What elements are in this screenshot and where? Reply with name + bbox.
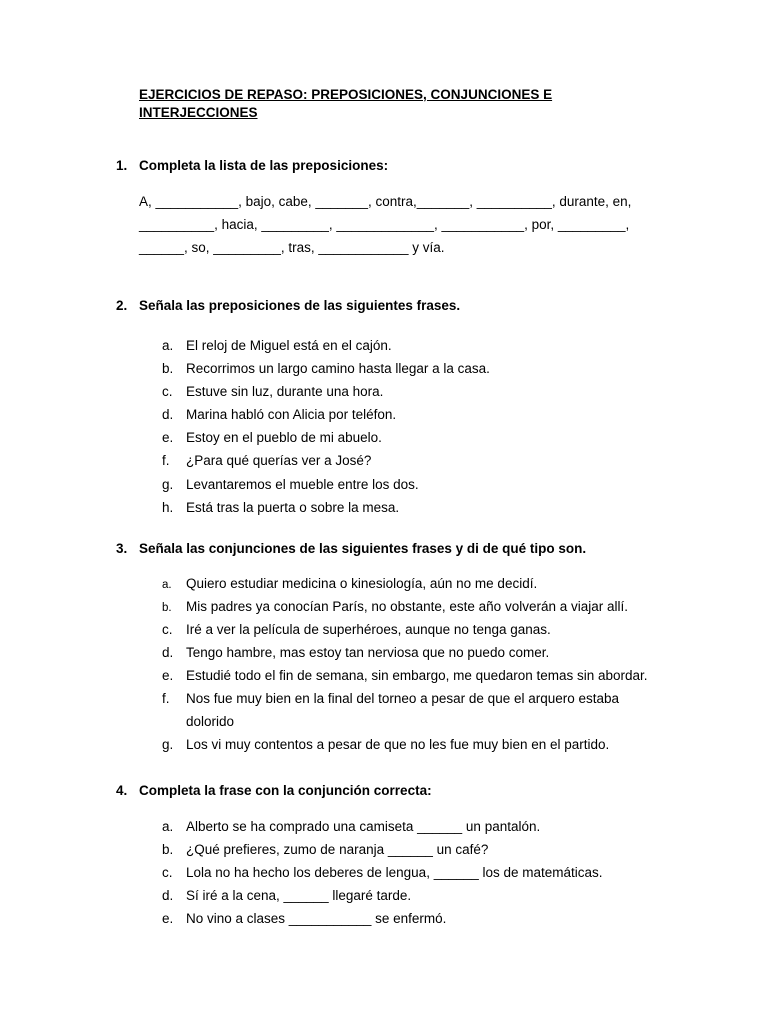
item-text: Marina habló con Alicia por teléfon. bbox=[186, 407, 397, 422]
item-text: Levantaremos el mueble entre los dos. bbox=[186, 477, 419, 492]
list-item bbox=[162, 429, 382, 447]
section-number: 1. bbox=[116, 158, 128, 173]
list-item bbox=[162, 841, 488, 859]
page-title: EJERCICIOS DE REPASO: PREPOSICIONES, CONJUNCIONES E INTERJECCIONES bbox=[139, 87, 553, 120]
list-item bbox=[162, 887, 411, 905]
fill-line: A, ___________, bajo, cabe, _______, contra,_______, __________, durante, en, bbox=[139, 194, 632, 209]
item-text: Nos fue muy bien en la final del torneo a pesar de que el arquero estaba bbox=[186, 691, 620, 706]
fill-line: ______, so, _________, tras, ____________ y vía. bbox=[139, 240, 445, 256]
item-text: Estoy en el pueblo de mi abuelo. bbox=[186, 430, 382, 445]
item-text: Está tras la puerta o sobre la mesa. bbox=[186, 500, 400, 515]
item-letter: e. bbox=[162, 668, 174, 683]
item-letter: c. bbox=[162, 622, 173, 637]
item-text: Los vi muy contentos a pesar de que no les fue muy bien en el partido. bbox=[186, 737, 610, 752]
list-item bbox=[162, 910, 446, 928]
list-item bbox=[162, 598, 628, 617]
item-letter: b. bbox=[162, 602, 172, 614]
item-text: Alberto se ha comprado una camiseta ______ un pantalón. bbox=[186, 819, 541, 834]
list-item bbox=[162, 690, 619, 708]
section-heading-text: Completa la lista de las preposiciones: bbox=[139, 158, 389, 173]
fill-line: __________, hacia, _________, _____________, ___________, por, _________, bbox=[139, 217, 630, 233]
item-letter: c. bbox=[162, 865, 173, 880]
list-item bbox=[162, 360, 490, 378]
list-item bbox=[162, 499, 399, 517]
section-number: 3. bbox=[116, 541, 128, 556]
item-letter: d. bbox=[162, 407, 174, 422]
item-letter: a. bbox=[162, 819, 174, 834]
item-text: Iré a ver la película de superhéroes, aunque no tenga ganas. bbox=[186, 622, 551, 637]
item-text: Sí iré a la cena, ______ llegaré tarde. bbox=[186, 888, 412, 903]
list-item bbox=[162, 452, 371, 470]
section-heading-text: Señala las conjunciones de las siguientes frases y di de qué tipo son. bbox=[139, 541, 587, 556]
list-item bbox=[162, 644, 549, 662]
section-1-heading bbox=[116, 157, 388, 175]
item-letter: a. bbox=[162, 338, 174, 353]
item-text: ¿Para qué querías ver a José? bbox=[186, 453, 372, 468]
item-letter: e. bbox=[162, 430, 174, 445]
item-text: dolorido bbox=[186, 714, 235, 729]
item-letter: f. bbox=[162, 453, 170, 468]
item-text: Quiero estudiar medicina o kinesiología, aún no me decidí. bbox=[186, 576, 538, 591]
section-number: 4. bbox=[116, 783, 128, 798]
list-item bbox=[162, 575, 537, 594]
item-text: Estudié todo el fin de semana, sin embargo, me quedaron temas sin abordar. bbox=[186, 668, 648, 683]
item-letter: e. bbox=[162, 911, 174, 926]
list-item bbox=[162, 818, 540, 836]
item-letter: d. bbox=[162, 888, 174, 903]
section-number: 2. bbox=[116, 298, 128, 313]
item-letter: b. bbox=[162, 361, 174, 376]
item-text: No vino a clases ___________ se enfermó. bbox=[186, 911, 447, 926]
item-text: Mis padres ya conocían París, no obstante, este año volverán a viajar allí. bbox=[186, 599, 628, 614]
list-item bbox=[162, 736, 609, 754]
list-item bbox=[162, 406, 396, 424]
section-2-heading bbox=[116, 297, 460, 315]
list-item bbox=[162, 621, 551, 639]
list-item bbox=[162, 864, 603, 882]
item-letter: g. bbox=[162, 737, 174, 752]
item-letter: g. bbox=[162, 477, 174, 492]
item-letter: f. bbox=[162, 691, 170, 706]
item-text: Tengo hambre, mas estoy tan nerviosa que no puedo comer. bbox=[186, 645, 550, 660]
list-item bbox=[162, 667, 648, 685]
section-heading-text: Señala las preposiciones de las siguientes frases. bbox=[139, 298, 461, 313]
item-text: Lola no ha hecho los deberes de lengua, ______ los de matemáticas. bbox=[186, 865, 603, 880]
item-letter: a. bbox=[162, 579, 172, 591]
item-text: ¿Qué prefieres, zumo de naranja ______ un café? bbox=[186, 842, 489, 857]
section-heading-text: Completa la frase con la conjunción correcta: bbox=[139, 783, 432, 798]
section-4-heading bbox=[116, 782, 432, 800]
item-letter: c. bbox=[162, 384, 173, 399]
list-item-continuation bbox=[186, 713, 234, 731]
item-text: Estuve sin luz, durante una hora. bbox=[186, 384, 384, 399]
list-item bbox=[162, 383, 383, 401]
item-letter: h. bbox=[162, 500, 174, 515]
list-item bbox=[162, 337, 392, 355]
section-3-heading bbox=[116, 540, 586, 558]
item-text: Recorrimos un largo camino hasta llegar a la casa. bbox=[186, 361, 490, 376]
item-letter: d. bbox=[162, 645, 174, 660]
item-letter: b. bbox=[162, 842, 174, 857]
item-text: El reloj de Miguel está en el cajón. bbox=[186, 338, 392, 353]
list-item bbox=[162, 476, 419, 494]
preposition-fill-block bbox=[139, 190, 679, 260]
